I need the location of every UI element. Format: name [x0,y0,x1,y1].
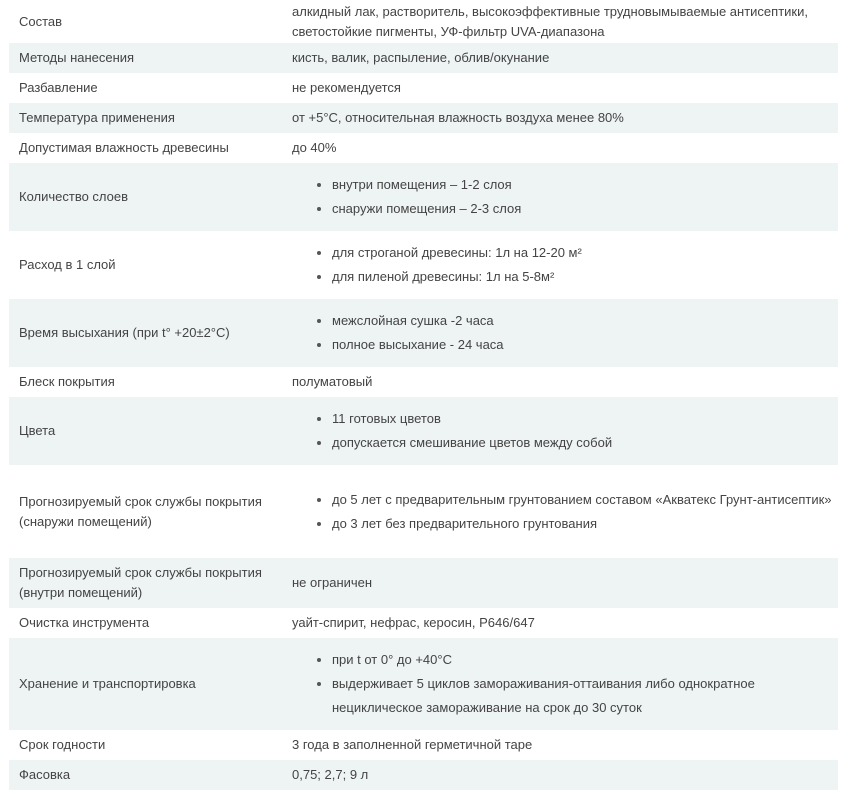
table-row [9,760,838,790]
property-value [284,231,838,299]
table-row [9,163,838,231]
property-value: не рекомендуется [292,80,401,95]
property-label: Расход в 1 слой [19,257,116,272]
list-item: • допускается смешивание цветов между собой [332,431,838,455]
table-row [9,43,838,73]
table-row [9,638,838,730]
value-list [292,648,838,720]
list-item: • снаружи помещения – 2-3 слоя [332,197,838,221]
property-label: Очистка инструмента [19,615,150,630]
property-label: Количество слоев [9,163,284,231]
property-label: Прогнозируемый срок службы покрытия (снаружи помещений) [19,493,262,529]
property-value: от +5°С, относительная влажность воздуха менее 80% [284,103,838,133]
property-label: Разбавление [19,80,98,95]
table-row [9,231,838,299]
property-label: Состав [19,13,63,29]
value-list [292,173,838,221]
property-value: 0,75; 2,7; 9 л [284,760,838,790]
value-list [292,407,838,455]
property-label: Допустимая влажность древесины [19,140,229,155]
property-label: Прогнозируемый срок службы покрытия (внутри помещений) [9,558,284,608]
list-item: • внутри помещения – 1-2 слоя [332,173,838,197]
property-label: Хранение и транспортировка [9,638,284,730]
table-row [9,397,838,465]
list-item: • межслойная сушка -2 часа [332,309,838,333]
property-label: Цвета [9,397,284,465]
list-item: • для пиленой древесины: 1л на 5-8м² [332,265,838,289]
specs-table-body [9,0,838,790]
specs-table [9,0,838,790]
property-value: не ограничен [284,558,838,608]
table-row [9,367,838,397]
property-label: Температура применения [9,103,284,133]
list-item: • полное высыхание - 24 часа [332,333,838,357]
property-label: Время высыхания (при t° +20±2°C) [9,299,284,367]
table-row [9,73,838,103]
property-value [284,397,838,465]
property-value [284,465,838,558]
table-row [9,133,838,163]
list-item: • до 3 лет без предварительного грунтования [332,512,838,536]
list-item: • 11 готовых цветов [332,407,838,431]
value-list [292,241,838,289]
property-value [284,163,838,231]
table-row [9,558,838,608]
list-item: • при t от 0° до +40°С [332,648,838,672]
property-value [284,638,838,730]
property-label: Фасовка [9,760,284,790]
property-value [284,299,838,367]
list-item: • выдерживает 5 циклов замораживания-оттаивания либо однократное нециклическое замораживание на срок до 30 суток [332,672,838,720]
table-row [9,299,838,367]
table-row [9,465,838,558]
property-value: полуматовый [292,374,373,389]
property-value: уайт-спирит, нефрас, керосин, Р646/647 [292,615,535,630]
property-value: кисть, валик, распыление, облив/окунание [284,43,838,73]
property-value: до 40% [292,140,337,155]
property-value: алкидный лак, растворитель, высокоэффективные трудновымываемые антисептики, светостойкие пигменты, УФ-фильтр UVA-диапазона [292,3,808,39]
list-item: • для строганой древесины: 1л на 12-20 м² [332,241,838,265]
property-label: Блеск покрытия [19,374,115,389]
table-row [9,0,838,43]
value-list [292,488,838,536]
property-label: Срок годности [19,737,106,752]
property-value: 3 года в заполненной герметичной таре [292,737,533,752]
table-row [9,608,838,638]
table-row [9,730,838,760]
table-row [9,103,838,133]
value-list [292,309,838,357]
list-item: • до 5 лет с предварительным грунтованием составом «Акватекс Грунт-антисептик» [332,488,838,512]
property-label: Методы нанесения [9,43,284,73]
